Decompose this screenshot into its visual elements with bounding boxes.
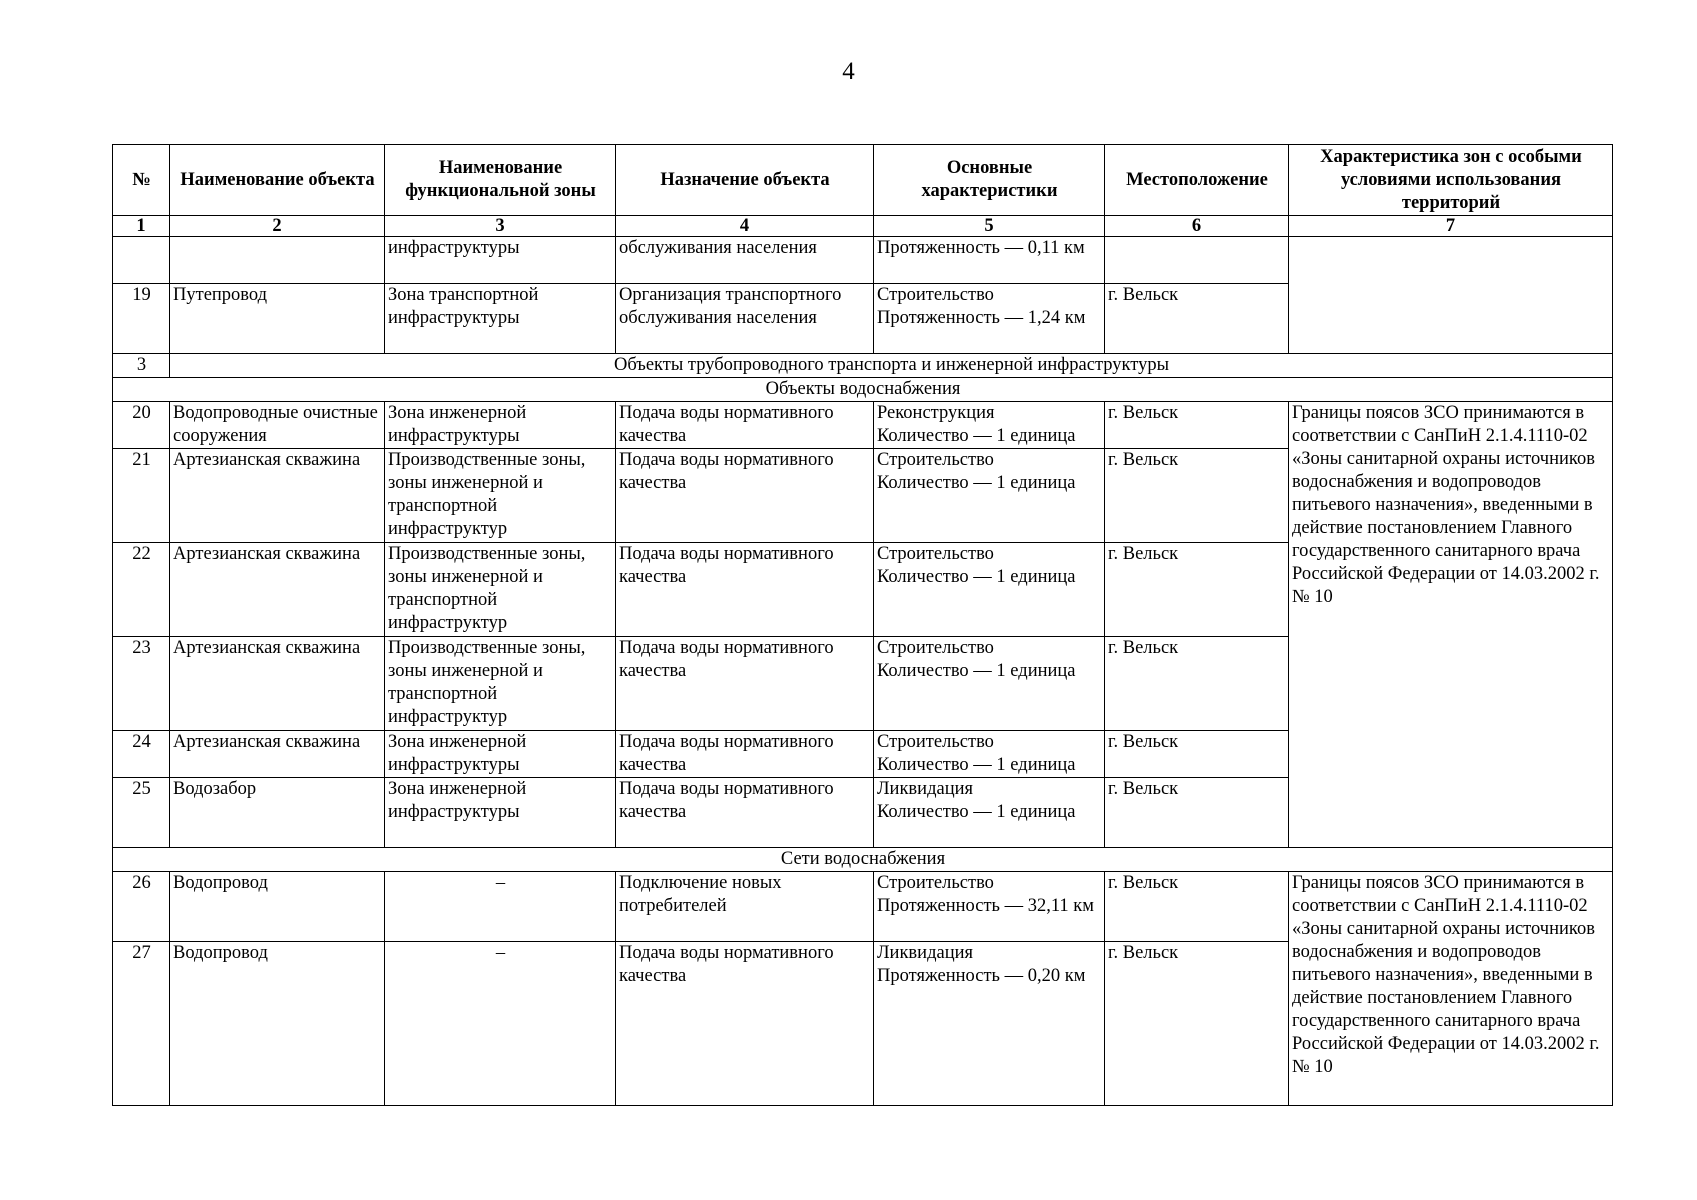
row-num: 26	[113, 872, 170, 942]
object-name-cell: Артезианская скважина	[170, 731, 385, 778]
specs-cell	[874, 942, 1105, 1106]
object-name-cell: Путепровод	[170, 284, 385, 354]
spec-status: Ликвидация	[877, 943, 974, 963]
object-name-cell: Водопровод	[170, 872, 385, 942]
spec-status: Реконструкция	[877, 403, 995, 423]
column-number: 4	[616, 216, 874, 237]
section-row	[113, 354, 1613, 378]
row-num: 22	[113, 543, 170, 637]
specs-cell	[874, 778, 1105, 848]
zone-cell: –	[385, 872, 616, 942]
purpose-cell: Подача воды нормативного качества	[616, 942, 874, 1106]
object-name-cell: Водопровод	[170, 942, 385, 1106]
purpose-cell: Организация транспортного обслуживания населения	[616, 284, 874, 354]
location-cell: г. Вельск	[1105, 543, 1289, 637]
specs-cell	[874, 449, 1105, 543]
purpose-cell: Подача воды нормативного качества	[616, 731, 874, 778]
specs-cell	[874, 637, 1105, 731]
header-specs: Основные характеристики	[874, 145, 1105, 216]
specs-cell	[874, 402, 1105, 449]
object-name-cell: Водозабор	[170, 778, 385, 848]
page-number: 4	[842, 58, 855, 85]
subsection-title: Объекты водоснабжения	[113, 378, 1613, 402]
table-row	[113, 402, 1613, 449]
spec-status: Строительство	[877, 544, 994, 564]
spec-value: Протяженность — 1,24 км	[877, 308, 1086, 328]
zone-cell: Зона инженерной инфраструктуры	[385, 402, 616, 449]
zone-cell: Зона транспортной инфраструктуры	[385, 284, 616, 354]
spec-status: Строительство	[877, 873, 994, 893]
header-special-zones: Характеристика зон с особыми условиями использования территорий	[1289, 145, 1613, 216]
column-number: 5	[874, 216, 1105, 237]
specs-cell: Протяженность — 0,11 км	[874, 237, 1105, 284]
zone-cell: Производственные зоны, зоны инженерной и транспортной инфраструктур	[385, 637, 616, 731]
section-num: 3	[113, 354, 170, 378]
location-cell: г. Вельск	[1105, 731, 1289, 778]
header-zone-name: Наименование функциональной зоны	[385, 145, 616, 216]
header-num: №	[113, 145, 170, 216]
specs-cell	[874, 731, 1105, 778]
spec-value: Количество — 1 единица	[877, 473, 1076, 493]
purpose-cell: Подача воды нормативного качества	[616, 449, 874, 543]
location-cell	[1105, 237, 1289, 284]
column-number: 2	[170, 216, 385, 237]
spec-value: Количество — 1 единица	[877, 755, 1076, 775]
purpose-cell: Подключение новых потребителей	[616, 872, 874, 942]
purpose-cell: Подача воды нормативного качества	[616, 778, 874, 848]
spec-status: Строительство	[877, 638, 994, 658]
row-num: 23	[113, 637, 170, 731]
spec-value: Количество — 1 единица	[877, 661, 1076, 681]
zone-cell: инфраструктуры	[385, 237, 616, 284]
specs-cell	[874, 543, 1105, 637]
row-num	[113, 237, 170, 284]
special-zone-cell: Границы поясов ЗСО принимаются в соответствии с СанПиН 2.1.4.1110-02 «Зоны санитарной охраны источников водоснабжения и водопроводов питьевого назначения», введенными в действие постановлением Главного государственного санитарного врача Российской Федерации от 14.03.2002 г. № 10	[1289, 402, 1613, 848]
zone-cell: Производственные зоны, зоны инженерной и транспортной инфраструктур	[385, 449, 616, 543]
column-number: 6	[1105, 216, 1289, 237]
object-name-cell	[170, 237, 385, 284]
purpose-cell: Подача воды нормативного качества	[616, 402, 874, 449]
specs-cell	[874, 284, 1105, 354]
column-number-row	[113, 216, 1613, 237]
spec-value: Протяженность — 0,20 км	[877, 966, 1086, 986]
object-name-cell: Артезианская скважина	[170, 637, 385, 731]
object-name-cell: Артезианская скважина	[170, 449, 385, 543]
header-purpose: Назначение объекта	[616, 145, 874, 216]
row-num: 27	[113, 942, 170, 1106]
object-name-cell: Артезианская скважина	[170, 543, 385, 637]
table-row	[113, 872, 1613, 942]
spec-value: Протяженность — 32,11 км	[877, 896, 1094, 916]
spec-status: Строительство	[877, 450, 994, 470]
header-location: Местоположение	[1105, 145, 1289, 216]
zone-cell: Зона инженерной инфраструктуры	[385, 731, 616, 778]
special-zone-cell: Границы поясов ЗСО принимаются в соответствии с СанПиН 2.1.4.1110-02 «Зоны санитарной охраны источников водоснабжения и водопроводов питьевого назначения», введенными в действие постановлением Главного государственного санитарного врача Российской Федерации от 14.03.2002 г. № 10	[1289, 872, 1613, 1106]
object-name-cell: Водопроводные очистные сооружения	[170, 402, 385, 449]
zone-cell: Производственные зоны, зоны инженерной и транспортной инфраструктур	[385, 543, 616, 637]
spec-value: Количество — 1 единица	[877, 426, 1076, 446]
location-cell: г. Вельск	[1105, 872, 1289, 942]
purpose-cell: Подача воды нормативного качества	[616, 543, 874, 637]
spec-status: Строительство	[877, 285, 994, 305]
row-num: 21	[113, 449, 170, 543]
specs-cell	[874, 872, 1105, 942]
subsection-title: Сети водоснабжения	[113, 848, 1613, 872]
special-zone-cell	[1289, 237, 1613, 354]
header-row	[113, 145, 1613, 216]
location-cell: г. Вельск	[1105, 449, 1289, 543]
purpose-cell: Подача воды нормативного качества	[616, 637, 874, 731]
location-cell: г. Вельск	[1105, 637, 1289, 731]
column-number: 1	[113, 216, 170, 237]
column-number: 3	[385, 216, 616, 237]
location-cell: г. Вельск	[1105, 942, 1289, 1106]
row-num: 25	[113, 778, 170, 848]
objects-table	[112, 144, 1613, 1106]
purpose-cell: обслуживания населения	[616, 237, 874, 284]
table-row	[113, 237, 1613, 284]
spec-value: Количество — 1 единица	[877, 567, 1076, 587]
location-cell: г. Вельск	[1105, 402, 1289, 449]
row-num: 20	[113, 402, 170, 449]
header-object-name: Наименование объекта	[170, 145, 385, 216]
location-cell: г. Вельск	[1105, 284, 1289, 354]
row-num: 24	[113, 731, 170, 778]
zone-cell: Зона инженерной инфраструктуры	[385, 778, 616, 848]
row-num: 19	[113, 284, 170, 354]
spec-status: Ликвидация	[877, 779, 974, 799]
location-cell: г. Вельск	[1105, 778, 1289, 848]
subsection-row	[113, 848, 1613, 872]
section-title: Объекты трубопроводного транспорта и инженерной инфраструктуры	[170, 354, 1613, 378]
column-number: 7	[1289, 216, 1613, 237]
spec-status: Строительство	[877, 732, 994, 752]
spec-value: Количество — 1 единица	[877, 802, 1076, 822]
zone-cell: –	[385, 942, 616, 1106]
subsection-row	[113, 378, 1613, 402]
